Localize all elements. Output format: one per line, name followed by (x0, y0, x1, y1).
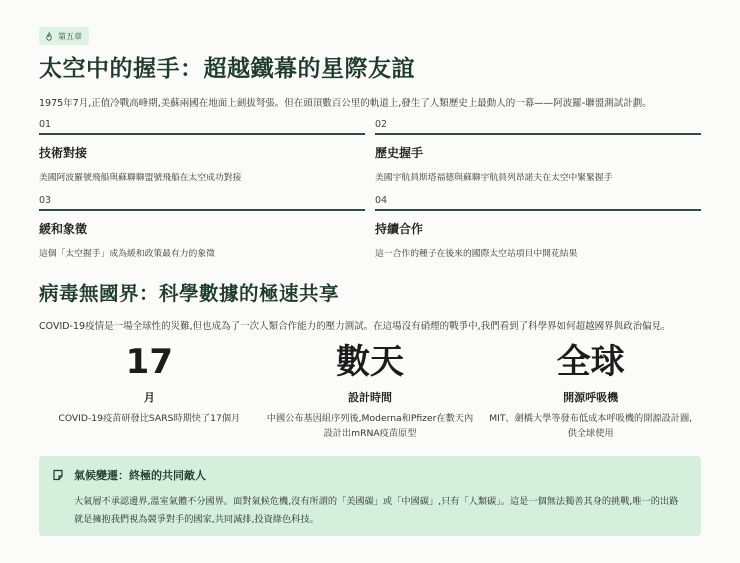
milestone-description: 美國宇航員斯塔福德與蘇聯宇航員列昂諾夫在太空中緊緊握手 (375, 173, 613, 183)
milestone-number: 04 (375, 195, 388, 206)
stat-label: 月 (143, 391, 155, 404)
stat-card (480, 340, 701, 441)
stat-label: 開源呼吸機 (563, 391, 619, 404)
milestone-item (39, 119, 365, 195)
climate-callout (39, 456, 701, 536)
milestone-heading: 歷史握手 (375, 146, 424, 160)
section-intro-space: 1975年7月,正值冷戰高峰期,美蘇兩國在地面上劍拔弩張。但在頭頂數百公里的軌道上,發生了人類歷史上最動人的一幕——阿波羅-聯盟測試計劃。 (39, 98, 652, 109)
callout-heading: 氣候變遷：終極的共同敵人 (74, 469, 206, 482)
section-title-virus: 病毒無國界：科學數據的極速共享 (39, 282, 340, 305)
section-title-space-handshake: 太空中的握手：超越鐵幕的星際友誼 (39, 56, 415, 82)
divider (375, 133, 701, 135)
stat-value: 數天 (335, 342, 404, 382)
milestone-heading: 持續合作 (375, 222, 424, 236)
divider (375, 209, 701, 211)
stats-row (39, 340, 701, 441)
milestone-item (375, 119, 701, 195)
milestone-number: 01 (39, 119, 52, 130)
stat-description: COVID-19疫苗研發比SARS時期快了17個月 (58, 413, 241, 424)
chapter-badge (39, 27, 89, 45)
divider (39, 133, 365, 135)
milestone-heading: 緩和象徵 (39, 222, 88, 236)
stat-value: 全球 (556, 342, 625, 382)
milestone-item (39, 195, 365, 271)
section-intro-virus: COVID-19疫情是一場全球性的災難,但也成為了一次人類合作能力的壓力測試。在這場沒有硝煙的戰爭中,我們看到了科學界如何超越國界與政治偏見。 (39, 321, 671, 332)
milestone-item (375, 195, 701, 271)
stat-description: MIT、劍橋大學等發布低成本呼吸機的開源設計圖,供全球使用 (489, 413, 693, 439)
milestone-description: 美國阿波羅號飛船與蘇聯聯盟號飛船在太空成功對接 (39, 173, 242, 183)
milestone-number: 02 (375, 119, 388, 130)
stat-card (260, 340, 481, 441)
milestone-heading: 技術對接 (39, 146, 88, 160)
milestone-grid (39, 119, 701, 271)
stat-label: 設計時間 (347, 391, 392, 404)
note-icon (52, 469, 64, 481)
stat-value: 17 (125, 342, 173, 382)
stat-card (39, 340, 260, 441)
callout-body: 大氣層不承認邊界,溫室氣體不分國界。面對氣候危機,沒有所謂的「美國碳」或「中國碳」,只有「人類碳」。這是一個無法獨善其身的挑戰,唯一的出路就是擁抱我們視為競爭對手的國家,共同減排,投資綠色科技。 (74, 496, 679, 525)
milestone-description: 這個「太空握手」成為緩和政策最有力的象徵 (39, 249, 215, 259)
stat-description: 中國公布基因組序列後,Moderna和Pfizer在數天內設計出mRNA疫苗原型 (266, 413, 474, 439)
divider (39, 209, 365, 211)
chapter-label: 第五章 (58, 31, 82, 41)
milestone-number: 03 (39, 195, 52, 206)
milestone-description: 這一合作的種子在後來的國際太空站項目中開花結果 (375, 249, 578, 259)
flame-icon (45, 32, 53, 41)
